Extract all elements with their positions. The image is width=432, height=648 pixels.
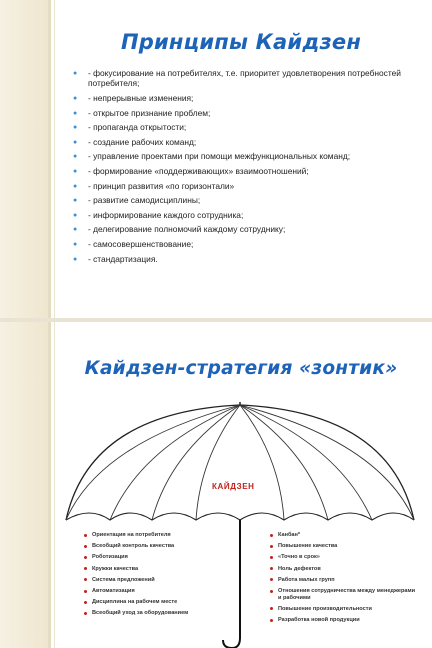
principles-list	[72, 68, 412, 268]
bullet-icon	[270, 567, 273, 570]
list-item: ● - создание рабочих команд;	[73, 136, 197, 147]
umbrella-left-list	[84, 532, 214, 622]
slide-title: Кайдзен-стратегия «зонтик»	[84, 358, 398, 379]
list-item: Роботизация	[84, 554, 214, 561]
bullet-icon	[270, 590, 273, 593]
list-item: ● - развитие самодисциплины;	[73, 195, 201, 206]
list-item: Всеобщий контроль качества	[84, 543, 214, 550]
slide-umbrella-strategy	[0, 322, 432, 648]
slide-title: Принципы Кайдзен	[120, 30, 362, 54]
list-item: Ориентация на потребителя	[84, 532, 214, 539]
list-item: Кружки качества	[84, 566, 214, 573]
bullet-icon	[270, 607, 273, 610]
list-item: ● - управление проектами при помощи межфункциональных команд;	[73, 151, 351, 162]
bullet-icon	[270, 545, 273, 548]
list-item: ● - информирование каждого сотрудника;	[73, 209, 244, 220]
list-item: ● - пропаганда открытости;	[73, 122, 187, 133]
bullet-icon	[84, 534, 87, 537]
decorative-line	[48, 0, 51, 318]
list-item: Работа малых групп	[270, 577, 420, 584]
bullet-icon	[84, 612, 87, 615]
list-item: ● - открытое признание проблем;	[73, 107, 211, 118]
bullet-icon	[84, 590, 87, 593]
decorative-band	[0, 0, 48, 318]
list-item: ● - принцип развития «по горизонтали»	[73, 180, 235, 191]
bullet-icon	[84, 545, 87, 548]
list-item: ● - фокусирование на потребителях, т.е. приоритет удовлетворения потребностей потребителя;	[73, 68, 401, 89]
umbrella-label: КАЙДЗЕН	[212, 482, 255, 491]
list-item: Всеобщий уход за оборудованием	[84, 610, 214, 617]
list-item: ● - формирование «поддерживающих» взаимоотношений;	[73, 165, 309, 176]
bullet-icon	[84, 556, 87, 559]
list-item: ● - непрерывные изменения;	[73, 93, 194, 103]
list-item: Канбан*	[270, 532, 420, 539]
slide-principles	[0, 0, 432, 318]
list-item: Отношения сотрудничества между менеджерами и рабочими	[270, 588, 420, 601]
list-item: Разработка новой продукции	[270, 617, 420, 624]
list-item: Автоматизация	[84, 588, 214, 595]
list-item: ● - стандартизация.	[73, 253, 158, 264]
bullet-icon	[84, 601, 87, 604]
bullet-icon	[270, 534, 273, 537]
bullet-icon	[84, 567, 87, 570]
umbrella-right-list	[270, 532, 420, 628]
list-item: Система предложений	[84, 577, 214, 584]
list-item: Дисциплина на рабочем месте	[84, 599, 214, 606]
bullet-icon	[270, 578, 273, 581]
bullet-icon	[84, 578, 87, 581]
decorative-line	[48, 322, 51, 648]
bullet-icon	[270, 619, 273, 622]
list-item: Ноль дефектов	[270, 566, 420, 573]
list-item: ● - самосовершенствование;	[73, 238, 194, 249]
list-item: Повышение качества	[270, 543, 420, 550]
decorative-line	[54, 0, 55, 318]
list-item: ● - делегирование полномочий каждому сотруднику;	[73, 224, 286, 235]
decorative-line	[54, 322, 55, 648]
list-item: «Точно в срок»	[270, 554, 420, 561]
list-item: Повышение производительности	[270, 606, 420, 613]
decorative-band	[0, 322, 48, 648]
bullet-icon	[270, 556, 273, 559]
